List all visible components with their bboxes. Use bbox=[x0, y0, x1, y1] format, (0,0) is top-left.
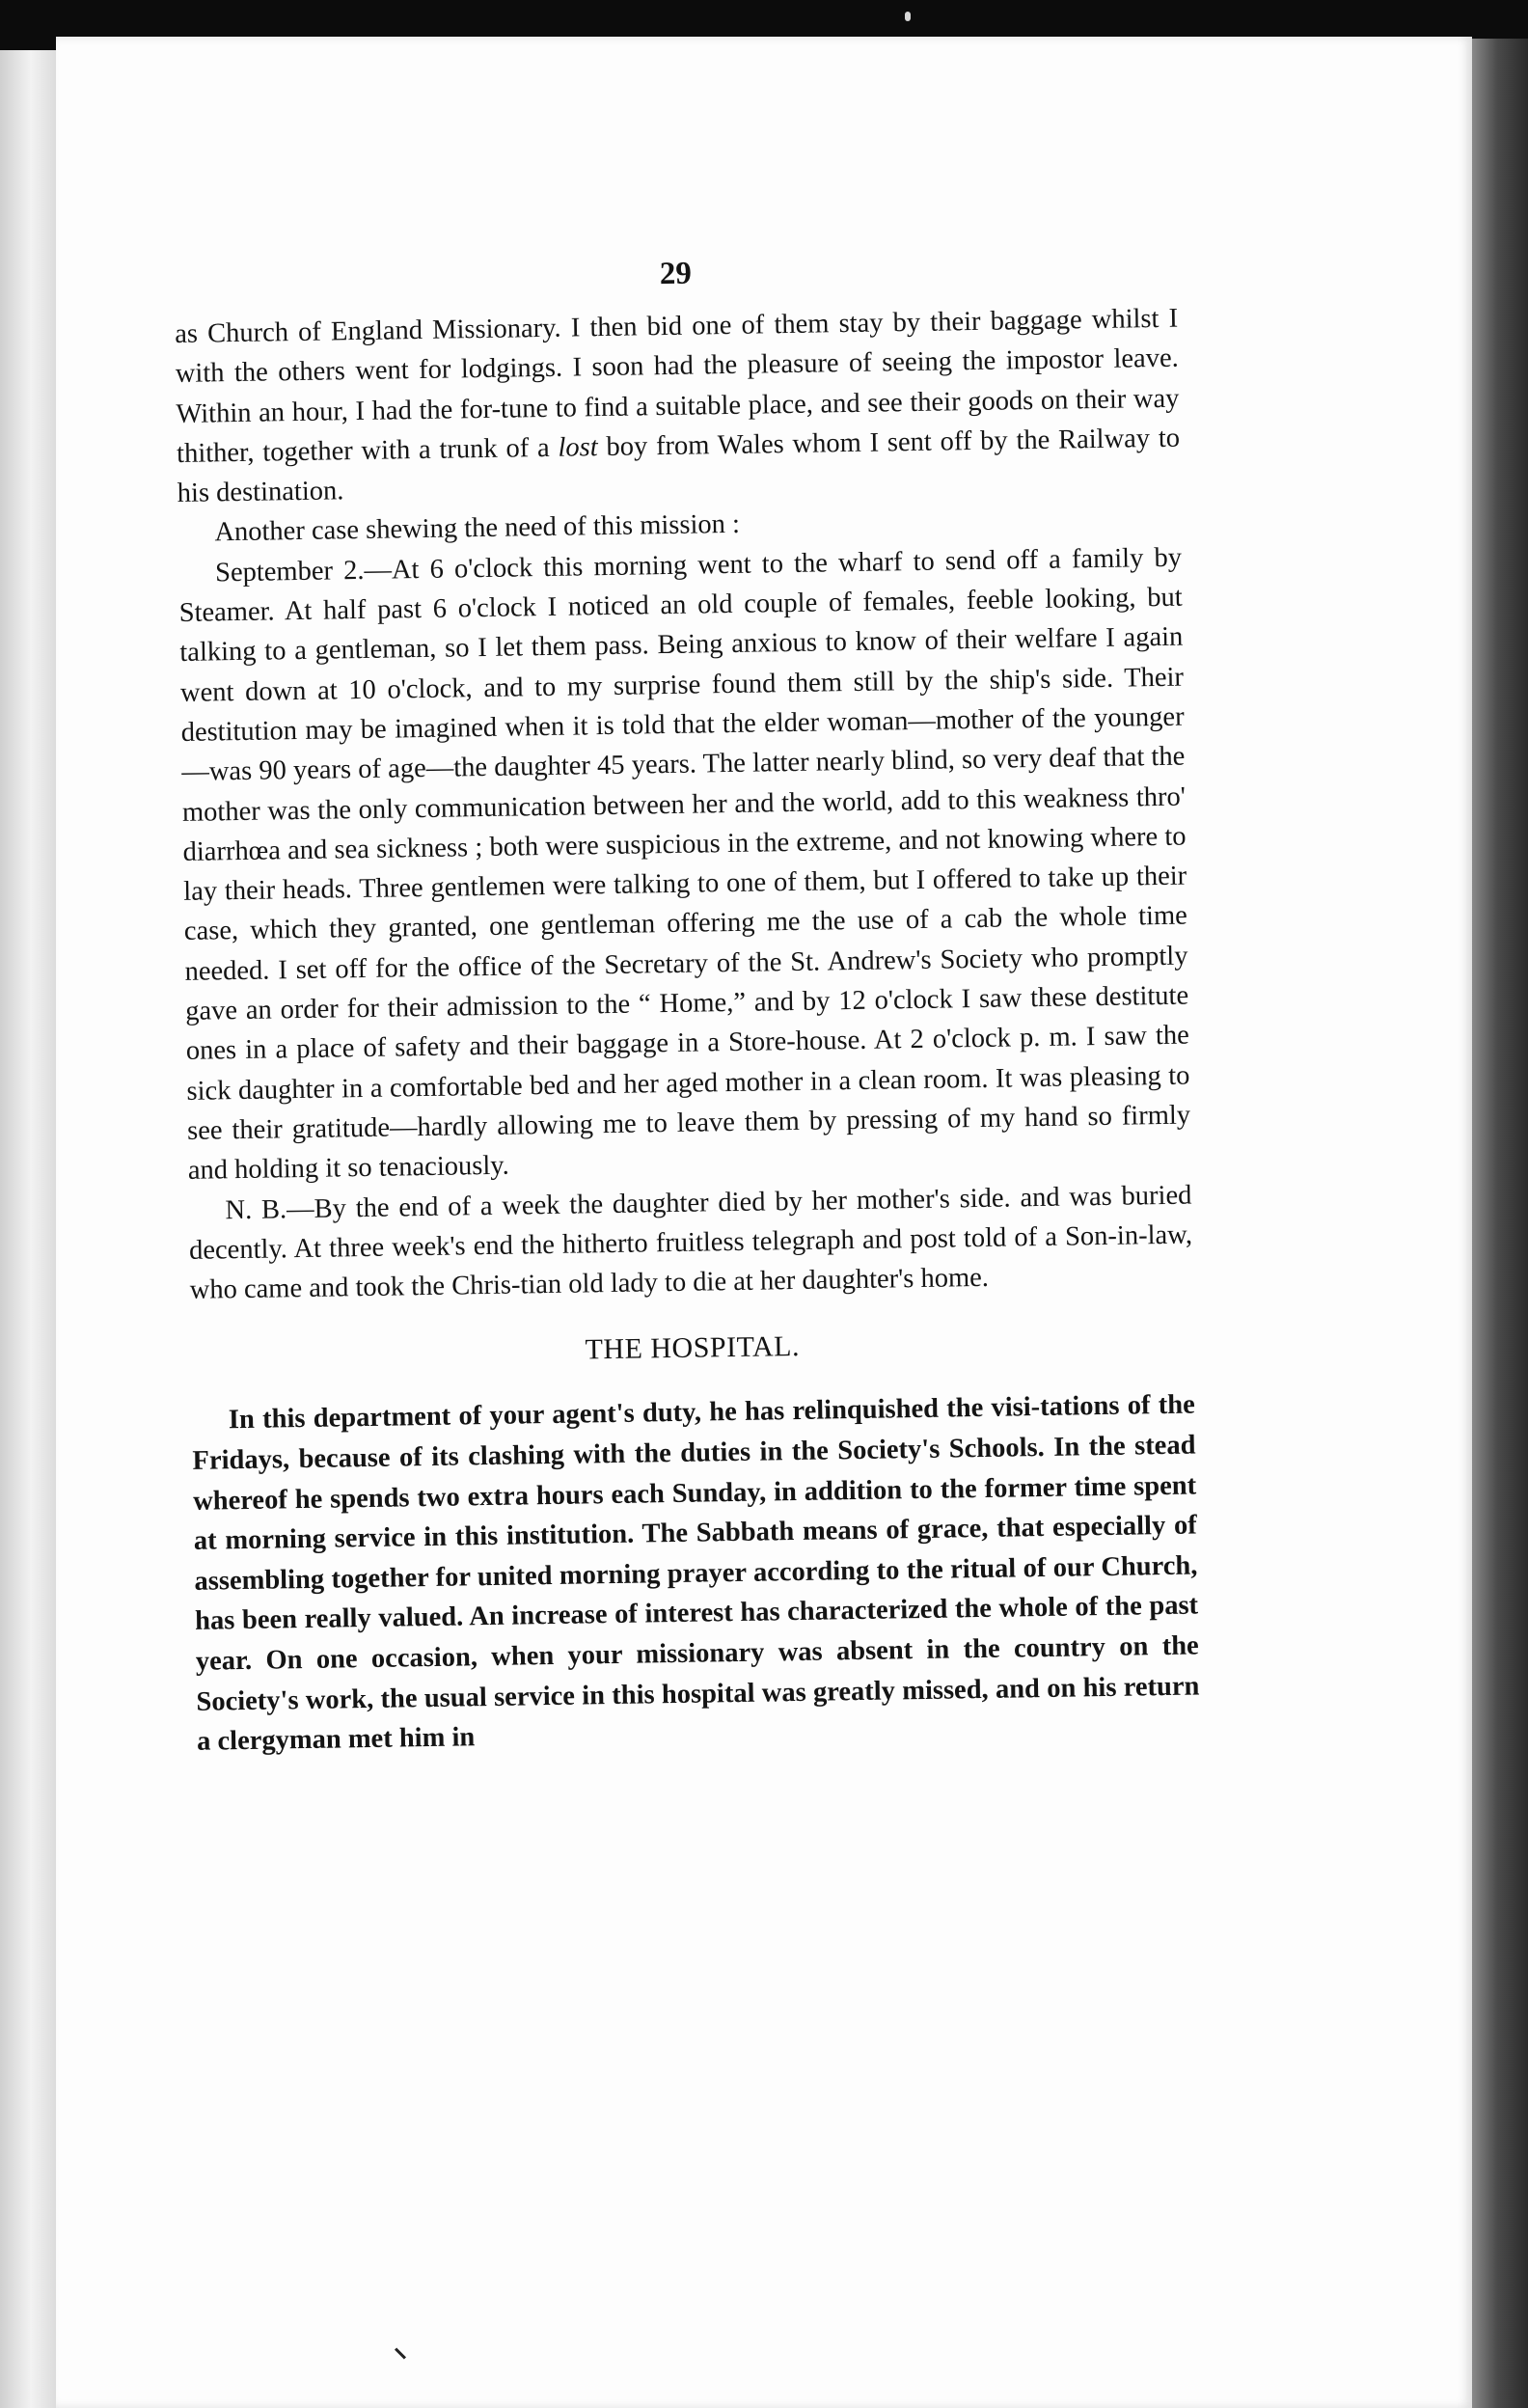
book-spine-edge bbox=[1472, 39, 1528, 2408]
paragraph-another-case: Another case shewing the need of this mission : bbox=[214, 509, 741, 548]
italic-word: lost bbox=[558, 432, 598, 463]
paragraph-continuation bbox=[175, 299, 1181, 514]
paragraph-september: September 2.—At 6 o'clock this morning went to the wharf to send off a family by Steamer. At half past 6 o'clock I noticed an old couple of females, feeble looking, but talking to a gentleman, so I let them pass. Being anxious to know of their welfare I again went down at 10 o'clock, and to my surprise found them still by the ship's side. Their destitution may be imagined when it is told that the elder woman—mother of the younger—was 90 years of age—the daughter 45 years. The latter nearly blind, so very deaf that the mother was the only communication between her and the world, add to this weakness thro' diarrhœa and sea sickness ; both were suspicious in the extreme, and not knowing where to lay their heads. Three gentlemen were talking to one of them, but I offered to take up their case, which they granted, one gentleman offering me the use of a cab the whole time needed. I set off for the office of the Secretary of the St. Andrew's Society who promptly gave an order for their admission to the “ Home,” and by 12 o'clock I saw these destitute ones in a place of safety and their baggage in a Store-house. At 2 o'clock p. m. I saw the sick daughter in a comfortable bed and her aged mother in a clean room. It was pleasing to see their gratitude—hardly allowing me to leave them by pressing of my hand so firmly and holding it so tenaciously. bbox=[178, 542, 1191, 1187]
section-heading: THE HOSPITAL. bbox=[585, 1330, 801, 1366]
scan-speck bbox=[905, 12, 911, 21]
paragraph-hospital: In this department of your agent's duty, he has relinquished the visi-tations of the Fridays, because of its clashing with the duties in the Society's Schools. In the stead whereof he spends two extra hours each Sunday, in addition to the former time spent at morning service in this institution. The Sabbath means of grace, that especially of assembling together for united morning prayer according to the ritual of our Church, has been really valued. An increase of interest has characterized the whole of the past year. On one occasion, when your missionary was absent in the country on the Society's work, the usual service in this hospital was greatly missed, and on his return a clergyman met him in bbox=[192, 1389, 1200, 1757]
page-number: 29 bbox=[659, 256, 693, 292]
left-page-edge bbox=[0, 50, 56, 2408]
paragraph-nb: N. B.—By the end of a week the daughter died by her mother's side. and was buried decently. At three week's end the hitherto fruitless telegraph and post told of a Son-in-law, who came and took the Chris-tian old lady to die at her daughter's home. bbox=[188, 1180, 1193, 1305]
page-text bbox=[174, 245, 1200, 1763]
paragraph-text: as Church of England Missionary. I then bid one of them stay by their baggage whilst I with the others went for lodgings. I soon had the pleasure of seeing the impostor leave. Within an hour, I had the for-tune to find a suitable place, and see their goods on their way thither, together with a trunk of a bbox=[174, 303, 1180, 469]
paragraph-text: boy from Wales whom I sent off by the Railway to his destination. bbox=[177, 423, 1181, 509]
